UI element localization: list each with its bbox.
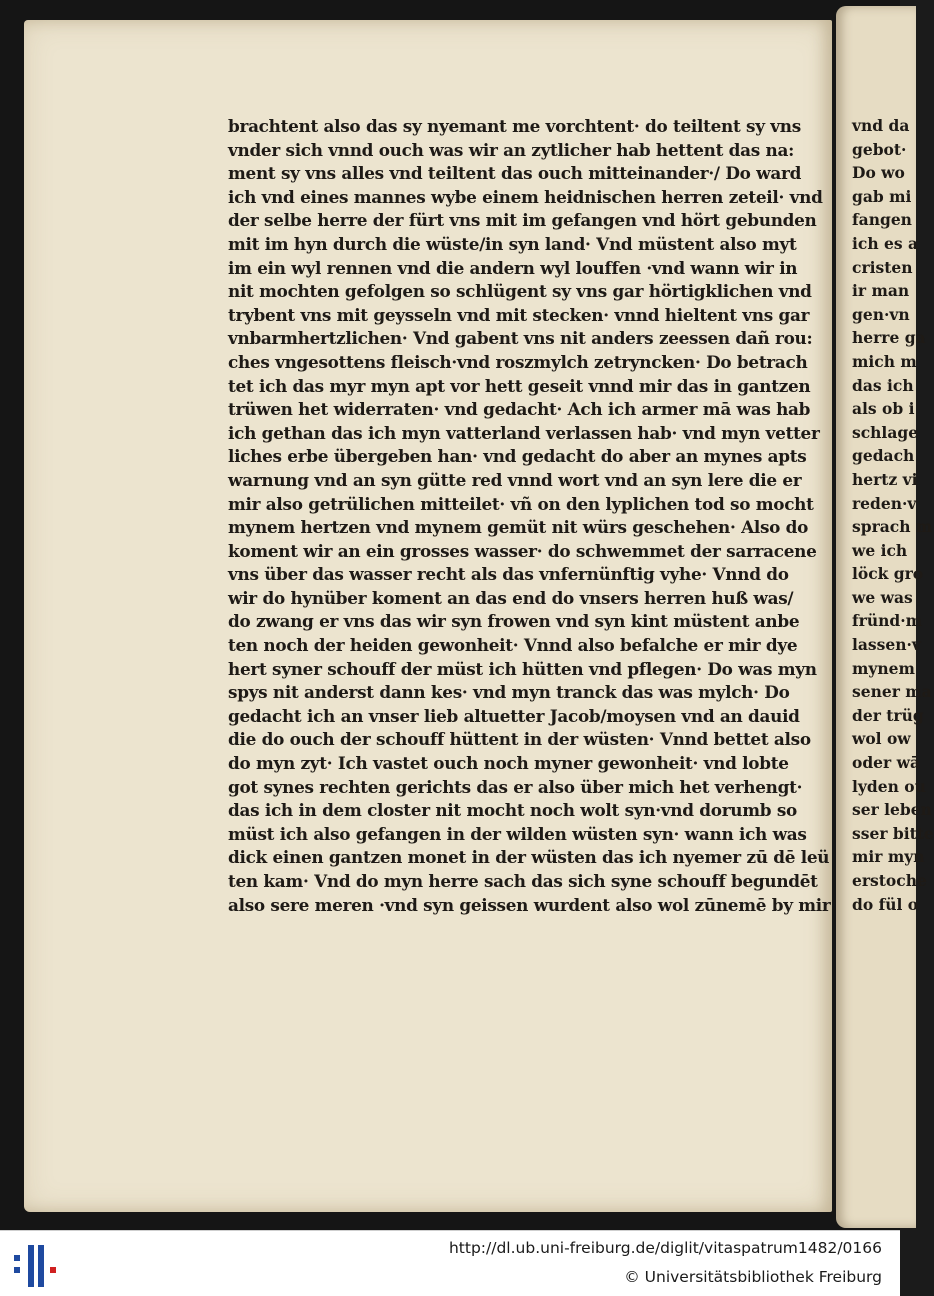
- text-line: das ich in dem closter nit mocht noch wolt syn·vnd dorumb so: [228, 801, 797, 822]
- text-line: do myn zyt· Ich vastet ouch noch myner gewonheit· vnd lobte: [228, 754, 789, 775]
- facing-text-line: we ich: [852, 540, 908, 560]
- text-line: mir also getrülichen mitteilet· vñ on den lyplichen tod so mocht: [228, 494, 814, 515]
- text-line: im ein wyl rennen vnd die andern wyl louffen ·vnd wann wir in: [228, 258, 798, 279]
- text-line: also sere meren ·vnd syn geissen wurdent also wol zūnemē by mir: [228, 895, 831, 916]
- facing-text-line: lassen·v: [852, 635, 921, 655]
- text-line: mynem hertzen vnd mynem gemüt nit würs geschehen· Also do: [228, 518, 809, 539]
- text-line: ich vnd eines mannes wybe einem heidnischen herren zeteil· vnd: [228, 187, 823, 208]
- facing-text-line: das ich: [852, 375, 914, 395]
- text-line: liches erbe übergeben han· vnd gedacht do aber an mynes apts: [228, 447, 807, 468]
- text-line: vns über das wasser recht als das vnfernünftig vyhe· Vnnd do: [228, 565, 789, 586]
- facing-text-line: gab mi: [852, 186, 912, 206]
- text-block: [228, 116, 831, 918]
- facing-text-line: sener ma: [852, 682, 932, 702]
- facing-text-line: wol ow: [852, 729, 911, 749]
- facing-text-line: ser leben: [852, 800, 932, 820]
- facing-page-edge: [836, 6, 934, 1228]
- text-line: warnung vnd an syn gütte red vnnd wort vnd an syn lere die er: [228, 470, 802, 491]
- text-line: ten kam· Vnd do myn herre sach das sich syne schouff begundēt: [228, 872, 818, 892]
- facing-text-line: oder wā: [852, 753, 920, 773]
- facing-text-line: sprach m: [852, 517, 933, 537]
- footer-bar: [0, 1230, 900, 1296]
- facing-text-line: gebot·: [852, 139, 907, 159]
- facing-text-line: ir man: [852, 281, 910, 301]
- facing-text-line: do fül o: [852, 894, 919, 914]
- facing-text-line: fründ·m: [852, 611, 923, 631]
- text-line: wir do hynüber koment an das end do vnsers herren huß was/: [228, 588, 794, 609]
- text-line: trüwen het widerraten· vnd gedacht· Ach ich armer mā was hab: [228, 400, 811, 421]
- facing-text-line: mir myn: [852, 847, 925, 867]
- facing-text-line: lyden ou: [852, 776, 926, 796]
- text-line: do zwang er vns das wir syn frowen vnd syn kint müstent anbe: [228, 612, 800, 633]
- text-line: die do ouch der schouff hüttent in der wüsten· Vnnd bettet also: [228, 730, 811, 751]
- facing-text-line: mynem: [852, 658, 915, 678]
- text-line: mit im hyn durch die wüste/in syn land· Vnd müstent also myt: [228, 234, 797, 255]
- text-line: ich gethan das ich myn vatterland verlassen hab· vnd myn vetter: [228, 423, 820, 444]
- text-line: der selbe herre der fürt vns mit im gefangen vnd hört gebunden: [228, 211, 817, 232]
- facing-text-line: schlage: [852, 422, 919, 442]
- facing-text-line: der trüg: [852, 705, 924, 725]
- text-line: tet ich das myr myn apt vor hett geseit vnnd mir das in gantzen: [228, 376, 811, 397]
- facing-text-line: cristen: [852, 257, 913, 277]
- copyright-text: © Universitätsbibliothek Freiburg: [624, 1268, 882, 1286]
- facing-text-line: sser bitte: [852, 823, 934, 843]
- text-line: gedacht ich an vnser lieb altuetter Jacob/moysen vnd an dauid: [228, 706, 800, 727]
- text-line: dick einen gantzen monet in der wüsten das ich nyemer zū dē leü: [228, 848, 830, 869]
- text-line: hert syner schouff der müst ich hütten vnd pflegen· Do was myn: [228, 659, 817, 680]
- facing-text-line: mich m: [852, 351, 917, 371]
- facing-text-line: erstoche: [852, 871, 927, 890]
- facing-text-line: gen·vn: [852, 304, 910, 324]
- ub-freiburg-logo: [12, 1241, 58, 1289]
- facing-text-line: gedach: [852, 446, 915, 466]
- facing-text-line: als ob i: [852, 399, 915, 419]
- facing-text-line: fangen: [852, 210, 912, 230]
- facing-text-line: vnd da: [852, 116, 910, 135]
- text-line: brachtent also das sy nyemant me vorchtent· do teiltent sy vns: [228, 117, 801, 137]
- text-line: got synes rechten gerichts das er also über mich het verhengt·: [228, 777, 803, 798]
- text-line: müst ich also gefangen in der wilden wüsten syn· wann ich was: [228, 824, 807, 845]
- text-line: ten noch der heiden gewonheit· Vnnd also befalche er mir dye: [228, 636, 798, 657]
- facing-page-text: [852, 114, 934, 916]
- facing-text-line: ich es a: [852, 233, 919, 253]
- facing-text-line: hertz vi: [852, 469, 918, 489]
- text-line: trybent vns mit geysseln vnd mit stecken· vnnd hieltent vns gar: [228, 305, 810, 326]
- facing-text-line: reden·v: [852, 493, 917, 513]
- facing-text-line: löck gro: [852, 564, 924, 584]
- facing-text-line: herre ga: [852, 328, 926, 348]
- text-line: ment sy vns alles vnd teiltent das ouch mitteinander·/ Do ward: [228, 164, 802, 185]
- source-url-link[interactable]: http://dl.ub.uni-freiburg.de/diglit/vitaspatrum1482/0166: [448, 1239, 882, 1257]
- text-line: spys nit anderst dann kes· vnd myn tranck das was mylch· Do: [228, 683, 790, 704]
- text-line: vnbarmhertzlichen· Vnd gabent vns nit anders zeessen dañ rou:: [228, 329, 813, 350]
- text-line: ches vngesottens fleisch·vnd roszmylch zetryncken· Do betrach: [228, 352, 808, 373]
- facing-text-line: Do wo: [852, 163, 905, 183]
- text-line: koment wir an ein grosses wasser· do schwemmet der sarracene: [228, 541, 817, 562]
- facing-text-line: we was: [852, 587, 913, 607]
- manuscript-page: [24, 20, 832, 1212]
- text-line: vnder sich vnnd ouch was wir an zytlicher hab hettent das na:: [228, 140, 795, 161]
- text-line: nit mochten gefolgen so schlügent sy vns gar hörtigklichen vnd: [228, 282, 812, 303]
